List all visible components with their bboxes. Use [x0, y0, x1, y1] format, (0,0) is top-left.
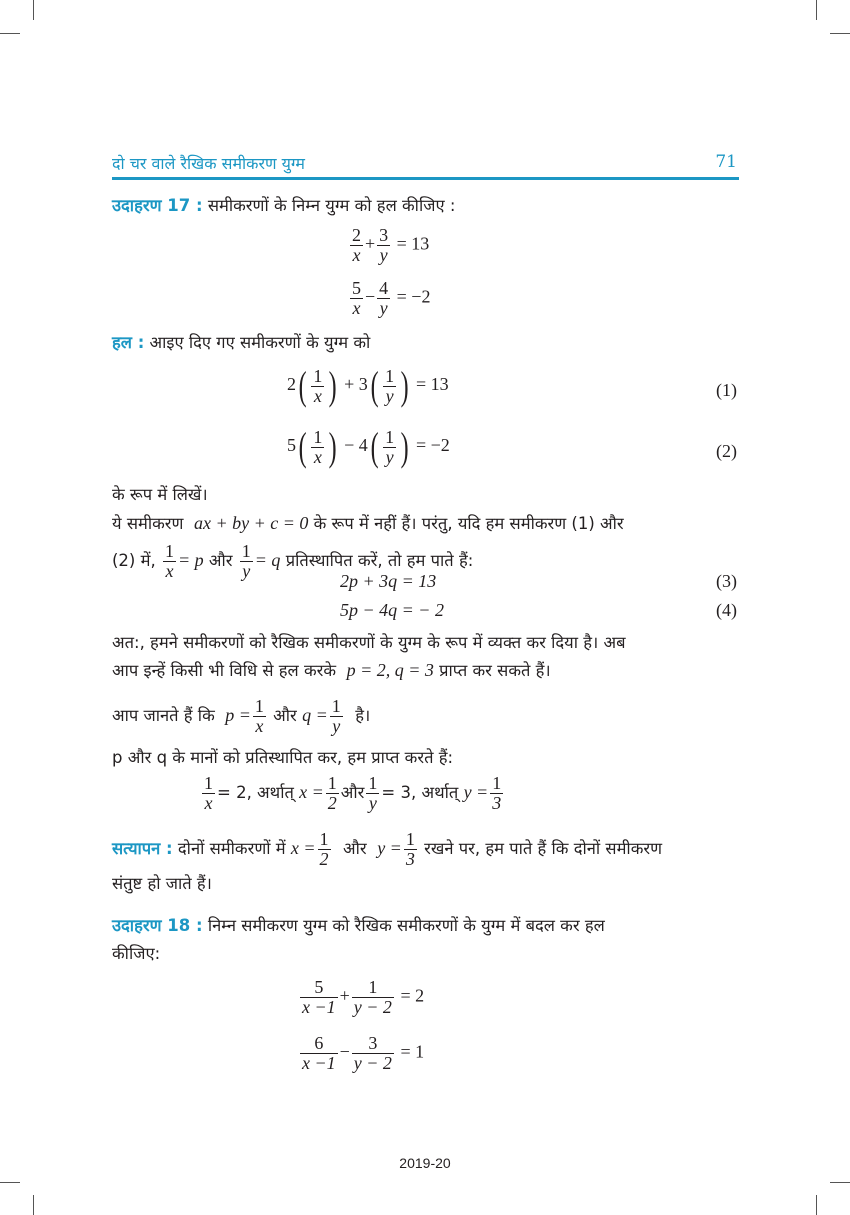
ex18-equation-1: $\frac{5}{x -1}$ + $\frac{1}{y - 2}$ = 2 [302, 977, 425, 1017]
equation-1-number: (1) [716, 380, 737, 400]
equation-3-number: (3) [716, 571, 737, 591]
known-values-line: आप जानते हैं कि p = $\frac{1}{x}$ और q = $\frac{1}{y}$ है। [112, 696, 371, 736]
equation-2-number: (2) [716, 441, 737, 461]
example-18-heading [112, 916, 605, 936]
example-17-label: उदाहरण 17 : [112, 196, 203, 215]
verification-line-2: संतुष्ट हो जाते हैं। [112, 874, 212, 893]
ex17-equation-1: $\frac{2}{x}$ + $\frac{3}{y}$ = 13 [352, 225, 430, 265]
crop-mark [33, 0, 34, 20]
verification-line-1: सत्यापन : दोनों समीकरणों में x = $\frac{1}{2}$ और y = $\frac{1}{3}$ रखने पर, हम पाते हैं कि दोनों समीकरण [112, 829, 663, 869]
verification-label: सत्यापन : [112, 839, 173, 858]
running-header [112, 152, 739, 176]
example-17-text: समीकरणों के निम्न युग्म को हल कीजिए : [207, 196, 456, 215]
equation-3: 2p + 3q = 13 [340, 571, 437, 591]
substitution-line: p और q के मानों को प्रतिस्थापित कर, हम प्राप्त करते हैं: [112, 748, 454, 767]
solution-text: आइए दिए गए समीकरणों के युग्म को [149, 333, 371, 352]
paragraph-line-2: आप इन्हें किसी भी विधि से हल करके p = 2, q = 3 प्राप्त कर सकते हैं। [112, 660, 551, 680]
solution-label: हल : [112, 333, 145, 352]
equation-4: 5p − 4q = − 2 [340, 600, 444, 620]
header-rule [112, 177, 739, 180]
solution-line-2: (2) में, $\frac{1}{x}$ = p और $\frac{1}{y}$ = q प्रतिस्थापित करें, तो हम पाते हैं: [112, 541, 474, 581]
ex17-equation-2: $\frac{5}{x}$ − $\frac{4}{y}$ = −2 [352, 278, 431, 318]
crop-mark [816, 0, 817, 20]
page-number: 71 [715, 152, 737, 172]
example-18-text-2: कीजिए: [112, 944, 161, 963]
crop-mark [830, 33, 850, 34]
example-17-heading [112, 196, 455, 216]
equation-4-number: (4) [716, 600, 737, 620]
write-as-text: के रूप में लिखें। [112, 485, 208, 504]
ex18-equation-2: $\frac{6}{x -1}$ − $\frac{3}{y - 2}$ = 1 [302, 1033, 425, 1073]
paragraph-line-1: अत:, हमने समीकरणों को रैखिक समीकरणों के युग्म के रूप में व्यक्त कर दिया है। अब [112, 633, 626, 652]
chapter-title: दो चर वाले रैखिक समीकरण युग्म [112, 154, 305, 173]
crop-mark [0, 33, 20, 34]
crop-mark [830, 1182, 850, 1183]
example-18-label: उदाहरण 18 : [112, 916, 203, 935]
result-line: $\frac{1}{x}$ = 2, अर्थात् x = $\frac{1}{2}$ और $\frac{1}{y}$ = 3, अर्थात् y = $\frac{1}{3}$ [204, 773, 502, 813]
equation-1: 2( $\frac{1}{x}$ ) + 3( $\frac{1}{y}$ ) = 13 [287, 363, 449, 408]
page-footer: 2019-20 [399, 1155, 451, 1171]
crop-mark [816, 1195, 817, 1215]
equation-2: 5( $\frac{1}{x}$ ) − 4( $\frac{1}{y}$ ) = −2 [287, 424, 450, 469]
solution-heading [112, 333, 370, 353]
example-18-text: निम्न समीकरण युग्म को रैखिक समीकरणों के युग्म में बदल कर हल [207, 916, 605, 935]
crop-mark [33, 1195, 34, 1215]
solution-line-1: ये समीकरण ax + by + c = 0 के रूप में नहीं हैं। परंतु, यदि हम समीकरण (1) और [112, 513, 624, 533]
crop-mark [0, 1182, 20, 1183]
